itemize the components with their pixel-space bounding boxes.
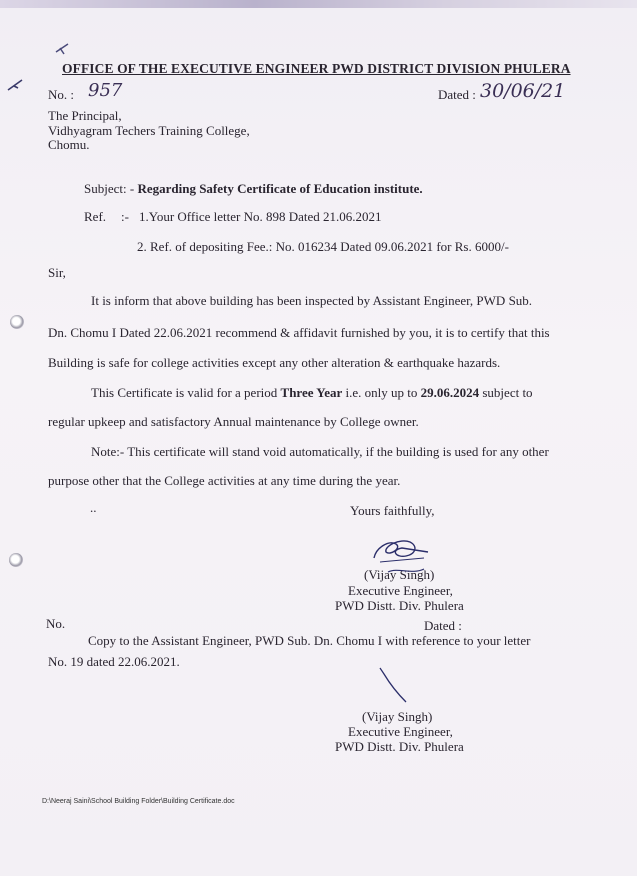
signatory2-name: (Vijay Singh) <box>362 709 433 724</box>
copy-line1: Copy to the Assistant Engineer, PWD Sub. Dn. Chomu I with reference to your letter <box>88 633 531 648</box>
p2-mid: i.e. only up to <box>342 385 421 400</box>
addressee-line2: Vidhyagram Techers Training College, <box>48 123 250 138</box>
subject-line <box>84 181 423 197</box>
body-p1-line3: Building is safe for college activities except any other alteration & earthquake hazards. <box>48 355 501 370</box>
signatory2-designation: Executive Engineer, <box>348 724 453 739</box>
body-p2-line2: regular upkeep and satisfactory Annual maintenance by College owner. <box>48 414 419 429</box>
closing: Yours faithfully, <box>350 503 435 518</box>
copy-dated-label: Dated : <box>424 618 462 633</box>
letter-no-label: No. : <box>48 87 74 102</box>
copy-line2: No. 19 dated 22.06.2021. <box>48 654 180 669</box>
ref-1: 1.Your Office letter No. 898 Dated 21.06.2021 <box>139 209 382 224</box>
punch-hole <box>9 553 23 567</box>
signatory1-designation: Executive Engineer, <box>348 583 453 598</box>
body-p1-line2: Dn. Chomu I Dated 22.06.2021 recommend & affidavit furnished by you, it is to certify that this <box>48 325 550 340</box>
copy-no-label: No. <box>46 616 66 631</box>
body-p1-line1: It is inform that above building has been inspected by Assistant Engineer, PWD Sub. <box>91 293 533 308</box>
strike-mark <box>386 563 426 577</box>
p2-expiry-date: 29.06.2024 <box>420 385 480 400</box>
dots: .. <box>90 500 97 515</box>
ref-sep: :- <box>121 209 129 224</box>
signatory2-office: PWD Distt. Div. Phulera <box>335 739 464 754</box>
dated-value: 30/06/21 <box>480 80 566 102</box>
ref-2: 2. Ref. of depositing Fee.: No. 016234 Dated 09.06.2021 for Rs. 6000/- <box>137 239 509 254</box>
body-p3-line2: purpose other that the College activities at any time during the year. <box>48 473 401 488</box>
subject-text: Regarding Safety Certificate of Education institute. <box>137 181 423 196</box>
subject-label: Subject: - <box>84 181 135 196</box>
p2-pre: This Certificate is valid for a period <box>91 385 281 400</box>
punch-hole <box>10 315 24 329</box>
body-p2-line1 <box>91 385 533 400</box>
office-heading: OFFICE OF THE EXECUTIVE ENGINEER PWD DISTRICT DIVISION PHULERA <box>62 61 571 76</box>
p2-validity: Three Year <box>280 385 343 400</box>
scan-edge <box>0 0 637 8</box>
salutation: Sir, <box>48 265 66 280</box>
signatory1-name: (Vijay Singh) <box>364 567 435 582</box>
initial-mark <box>376 664 416 708</box>
addressee-line3: Chomu. <box>48 137 90 152</box>
body-p3-line1: Note:- This certificate will stand void automatically, if the building is used for any other <box>91 444 549 459</box>
addressee-line1: The Principal, <box>48 108 122 123</box>
dated-label: Dated : <box>438 87 476 102</box>
letter-no-value: 957 <box>88 80 123 101</box>
p2-post: subject to <box>479 385 533 400</box>
signatory1-office: PWD Distt. Div. Phulera <box>335 598 464 613</box>
ref-label: Ref. <box>84 209 107 224</box>
file-path-footer: D:\Neeraj Saini\School Building Folder\Building Certificate.doc <box>42 798 235 805</box>
